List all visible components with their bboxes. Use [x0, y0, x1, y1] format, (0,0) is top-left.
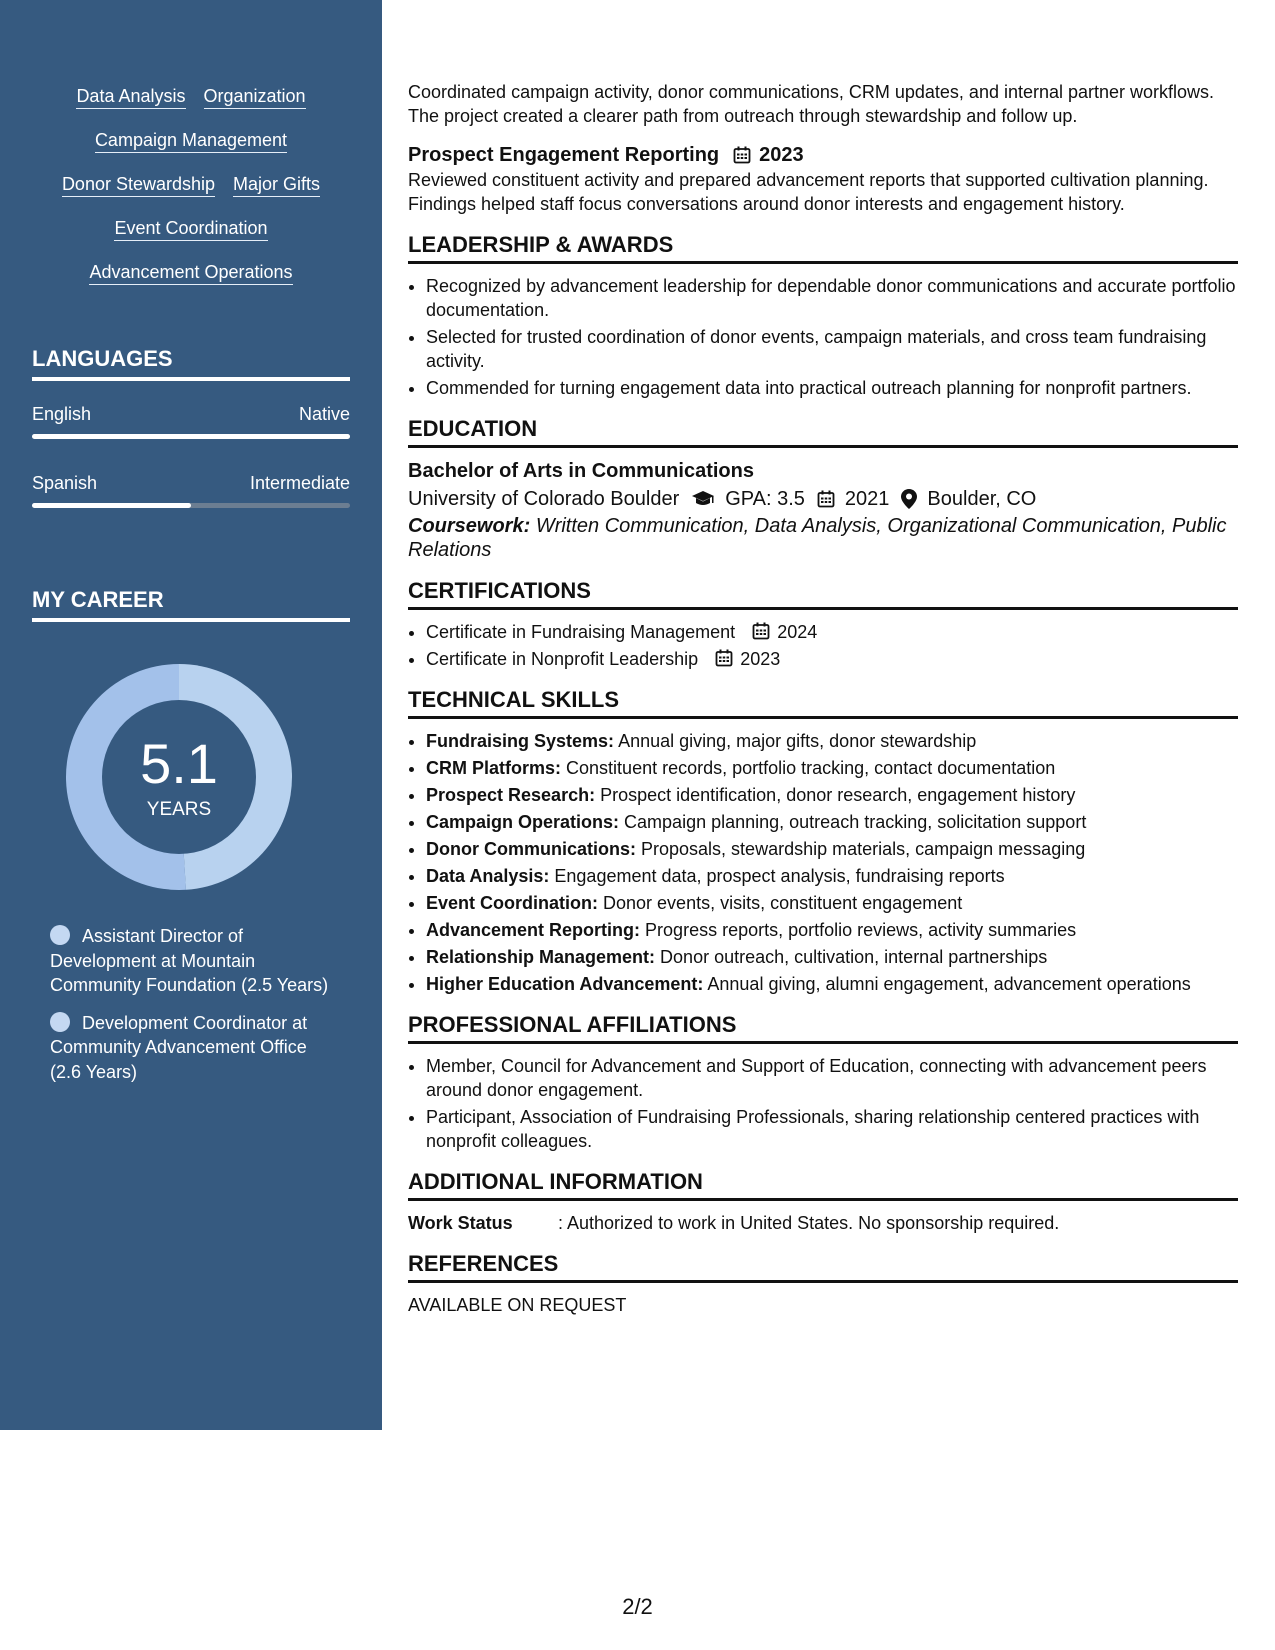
work-status-label: Work Status	[408, 1213, 513, 1233]
skill-text: Annual giving, major gifts, donor stewardship	[618, 731, 977, 751]
affiliations-heading: PROFESSIONAL AFFILIATIONS	[408, 1012, 1238, 1044]
certifications-list	[408, 620, 1238, 671]
list-item	[426, 945, 1238, 969]
degree-title: Bachelor of Arts in Communications	[408, 460, 754, 482]
project-year: 2023	[759, 144, 804, 166]
career-total-unit: YEARS	[146, 799, 212, 820]
list-item	[426, 918, 1238, 942]
language-row	[32, 472, 350, 494]
list-item	[426, 810, 1238, 834]
calendar-icon	[752, 622, 770, 640]
skill-text: Annual giving, alumni engagement, advancement operations	[707, 974, 1191, 994]
skill-tags	[0, 86, 382, 306]
skill-tag: Data Analysis	[76, 86, 185, 109]
tag-row	[0, 218, 382, 241]
skill-text: Donor outreach, cultivation, internal partnerships	[660, 947, 1048, 967]
career-item-text: Development Coordinator at Community Advancement Office (2.6 Years)	[50, 1012, 308, 1082]
coursework	[408, 514, 1238, 562]
cert-name: Certificate in Nonprofit Leadership	[426, 649, 699, 669]
language-bar-fill	[32, 503, 191, 508]
tag-row	[0, 130, 382, 153]
leadership-heading: LEADERSHIP & AWARDS	[408, 232, 1238, 264]
list-item	[426, 972, 1238, 996]
skill-label: Campaign Operations:	[426, 812, 620, 832]
list-item	[426, 620, 1238, 644]
location-pin-icon	[901, 489, 917, 509]
calendar-icon	[715, 649, 733, 667]
languages-heading: LANGUAGES	[32, 346, 350, 381]
skill-label: Data Analysis:	[426, 866, 550, 886]
work-status-value: : Authorized to work in United States. No sponsorship required.	[558, 1213, 1060, 1233]
skill-label: Higher Education Advancement:	[426, 974, 704, 994]
education-details	[408, 484, 1238, 514]
career-total-value: 5.1	[140, 732, 218, 795]
cert-name: Certificate in Fundraising Management	[426, 622, 736, 642]
education-heading: EDUCATION	[408, 416, 1238, 448]
language-row	[32, 403, 350, 425]
skill-text: Constituent records, portfolio tracking, contact documentation	[566, 758, 1056, 778]
skill-tag: Donor Stewardship	[62, 174, 215, 197]
technical-skills-list	[408, 729, 1238, 996]
list-item: • Recognized by advancement leadership for dependable donor communications and accurate portfolio documentation.	[426, 274, 1238, 322]
list-item	[426, 837, 1238, 861]
skill-label: Donor Communications:	[426, 839, 636, 859]
list-item: • Commended for turning engagement data into practical outreach planning for nonprofit partners.	[426, 376, 1238, 400]
technical-skills-heading: TECHNICAL SKILLS	[408, 687, 1238, 719]
tag-row	[0, 86, 382, 109]
skill-label: Advancement Reporting:	[426, 920, 641, 940]
location: Boulder, CO	[927, 488, 1037, 510]
language-bar	[32, 434, 350, 439]
list-item: • Participant, Association of Fundraising Professionals, sharing relationship centered practices with nonprofit colleagues.	[426, 1105, 1238, 1153]
language-bar	[32, 503, 350, 508]
skill-text: Donor events, visits, constituent engagement	[603, 893, 963, 913]
calendar-icon	[733, 146, 751, 164]
list-item: • Member, Council for Advancement and Support of Education, connecting with advancement peers around donor engagement.	[426, 1054, 1238, 1102]
skill-label: Prospect Research:	[426, 785, 596, 805]
calendar-icon	[817, 490, 835, 508]
coursework-text: Written Communication, Data Analysis, Organizational Communication, Public Relations	[408, 515, 1227, 561]
leadership-list	[408, 274, 1238, 400]
list-item	[426, 756, 1238, 780]
skill-label: Relationship Management:	[426, 947, 656, 967]
skill-text: Campaign planning, outreach tracking, solicitation support	[624, 812, 1087, 832]
tag-row	[0, 262, 382, 285]
skill-tag: Advancement Operations	[89, 262, 292, 285]
skill-tag: Campaign Management	[95, 130, 287, 153]
skill-tag: Event Coordination	[114, 218, 267, 241]
list-item	[426, 647, 1238, 671]
cert-year: 2023	[740, 649, 781, 669]
project-title: Prospect Engagement Reporting	[408, 144, 720, 166]
project-intro: Coordinated campaign activity, donor communications, CRM updates, and internal partner workflows. The project created a clearer path from outreach through stewardship and follow up.	[408, 82, 1215, 126]
list-item	[426, 891, 1238, 915]
cert-year: 2024	[777, 622, 818, 642]
graduation-year: 2021	[844, 488, 890, 510]
list-item	[426, 864, 1238, 888]
language-level: Native	[298, 404, 350, 424]
skill-label: CRM Platforms:	[426, 758, 562, 778]
references-heading: REFERENCES	[408, 1251, 1238, 1283]
language-bar-fill	[32, 434, 350, 439]
skill-tag: Major Gifts	[233, 174, 320, 197]
sidebar	[0, 0, 382, 1430]
page-number: 2/2	[622, 1594, 653, 1619]
skill-text: Engagement data, prospect analysis, fundraising reports	[554, 866, 1005, 886]
language-name: Spanish	[32, 473, 98, 493]
skill-text: Progress reports, portfolio reviews, activity summaries	[645, 920, 1077, 940]
career-item-text: Assistant Director of Development at Mountain Community Foundation (2.5 Years)	[50, 926, 329, 995]
skill-tag: Organization	[204, 86, 306, 109]
school-name: University of Colorado Boulder	[408, 488, 680, 510]
tag-row	[0, 174, 382, 197]
language-name: English	[32, 404, 92, 424]
list-item	[426, 783, 1238, 807]
bullet-dot-icon	[50, 1012, 70, 1032]
bullet-dot-icon	[50, 925, 70, 945]
project-description: Reviewed constituent activity and prepared advancement reports that supported cultivation planning. Findings helped staff focus conversations around donor interests and engagement history.	[408, 170, 1209, 214]
affiliations-list	[408, 1054, 1238, 1153]
career-list	[50, 924, 335, 1097]
skill-text: Prospect identification, donor research, engagement history	[600, 785, 1076, 805]
graduation-cap-icon	[691, 490, 715, 508]
main-content	[408, 80, 1238, 1317]
skill-label: Event Coordination:	[426, 893, 598, 913]
references-text: AVAILABLE ON REQUEST	[408, 1295, 627, 1315]
list-item	[426, 729, 1238, 753]
project-title-row	[408, 142, 1238, 168]
career-heading: MY CAREER	[32, 587, 350, 622]
skill-label: Fundraising Systems:	[426, 731, 615, 751]
work-status-row	[408, 1211, 1238, 1235]
career-item	[50, 924, 335, 998]
coursework-label: Coursework:	[408, 515, 531, 537]
certifications-heading: CERTIFICATIONS	[408, 578, 1238, 610]
language-level: Intermediate	[249, 473, 350, 493]
list-item: • Selected for trusted coordination of donor events, campaign materials, and cross team fundraising activity.	[426, 325, 1238, 373]
additional-info-heading: ADDITIONAL INFORMATION	[408, 1169, 1238, 1201]
career-item	[50, 1011, 335, 1085]
gpa: GPA: 3.5	[725, 488, 805, 510]
skill-text: Proposals, stewardship materials, campaign messaging	[641, 839, 1086, 859]
